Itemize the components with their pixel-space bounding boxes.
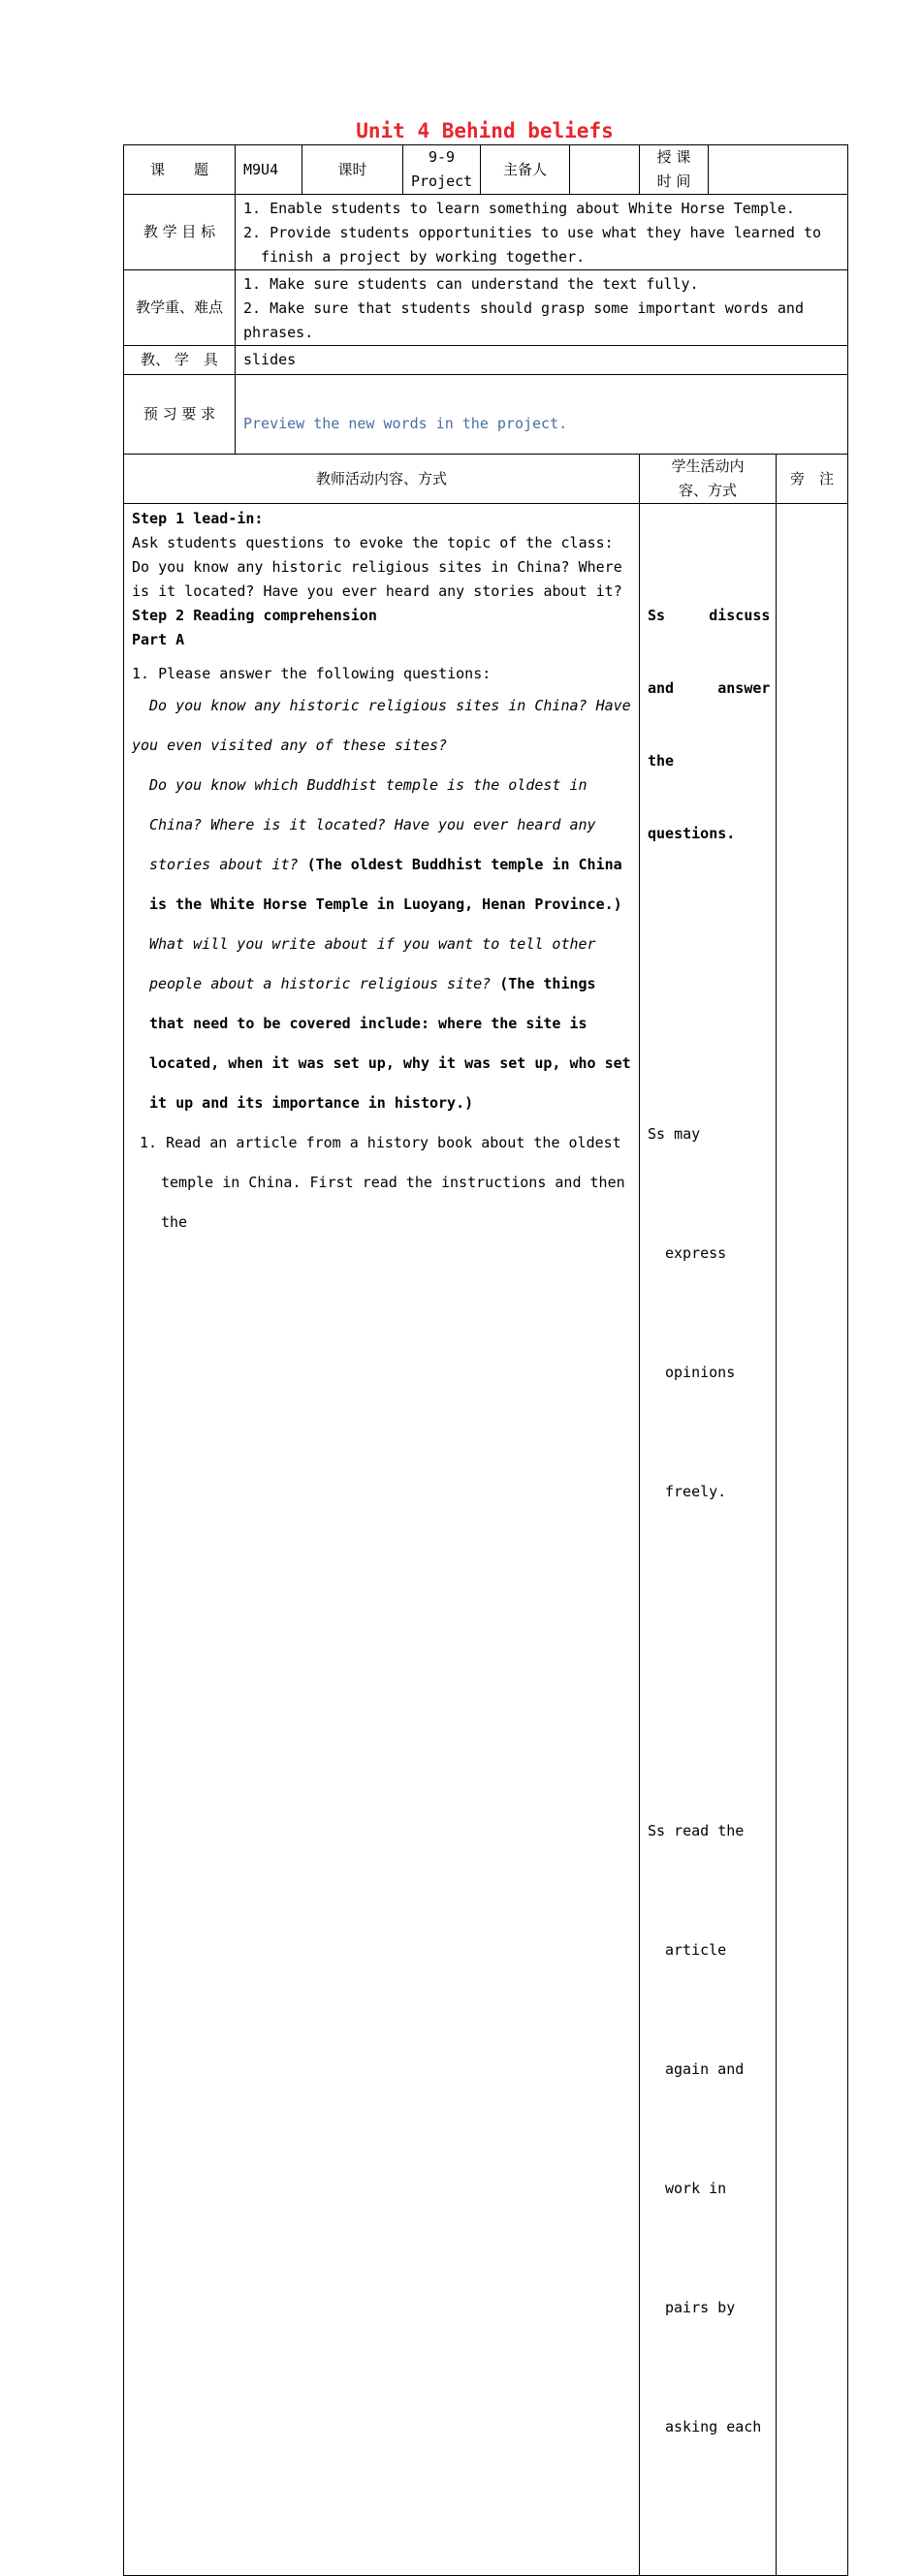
- preview-row: [124, 375, 848, 455]
- student-line: pairs by: [665, 2299, 736, 2316]
- objectives-row: [124, 195, 848, 270]
- student-activity-1: [648, 555, 771, 895]
- student-activity-3: [648, 1732, 768, 2527]
- teacher-activity-header: 教师活动内容、方式: [124, 455, 640, 504]
- period-label: 课时: [302, 145, 403, 195]
- student-line: express: [665, 1244, 727, 1262]
- step1-instruction: Ask students questions to evoke the topic of the class:: [132, 534, 614, 551]
- key-points-row: [124, 270, 848, 346]
- tools-row: [124, 346, 848, 375]
- activity-header-row: [124, 455, 848, 504]
- key-point-2: 2. Make sure that students should grasp some important words and phrases.: [243, 299, 804, 341]
- question-2-answer: (The oldest Buddhist temple in China is the White Horse Temple in Luoyang, Henan Province.): [149, 856, 622, 913]
- objective-2: 2. Provide students opportunities to use what they have learned to finish a project by working together.: [243, 224, 822, 266]
- author-label: 主备人: [481, 145, 570, 195]
- preview-label: 预 习 要 求: [124, 375, 236, 455]
- header-row: [124, 145, 848, 195]
- student-header-line1: 学生活动内: [671, 457, 745, 475]
- student-activity-2: [648, 1035, 768, 1591]
- activity-content-row: [124, 504, 848, 2576]
- topic-label: 课 题: [124, 145, 236, 195]
- step1-heading: Step 1 lead-in:: [132, 510, 264, 527]
- student-header-line2: 容、方式: [678, 482, 737, 499]
- student-line: questions.: [648, 825, 736, 842]
- page-title: Unit 4 Behind beliefs: [356, 119, 614, 142]
- time-value: [709, 145, 848, 195]
- time-label-line1: 授 课: [656, 148, 691, 166]
- student-line: work in: [665, 2180, 727, 2197]
- notes-content: [777, 504, 848, 2576]
- notes-header: 旁 注: [777, 455, 848, 504]
- teacher-activity-content: [124, 504, 640, 2576]
- topic-value: M9U4: [236, 145, 302, 195]
- period-type: Project: [411, 173, 473, 190]
- lesson-plan-table: [123, 144, 848, 2576]
- time-label-line2: 时 间: [656, 173, 691, 190]
- questions-intro: 1. Please answer the following questions:: [132, 665, 492, 682]
- period-number: 9-9: [428, 148, 456, 166]
- question-3: What will you write about if you want to tell other people about a historic religious site?: [149, 935, 596, 992]
- key-point-1: 1. Make sure students can understand the text fully.: [243, 275, 699, 293]
- student-activity-header: [640, 455, 777, 504]
- question-3-block: [132, 925, 633, 1123]
- period-value: [403, 145, 481, 195]
- task-1: 1. Read an article from a history book about the oldest temple in China. First read the instructions and then the: [140, 1134, 625, 1231]
- tools-label: 教、 学 具: [124, 346, 236, 375]
- part-a-heading: Part A: [132, 631, 185, 648]
- student-line: asking each: [665, 2418, 762, 2435]
- student-line: freely.: [665, 1483, 727, 1500]
- student-activity-content: [640, 504, 777, 2576]
- student-line: article: [665, 1941, 727, 1959]
- step1-questions: Do you know any historic religious sites in China? Where is it located? Have you ever heard any stories about it?: [132, 558, 622, 600]
- question-2-block: [132, 766, 633, 925]
- student-line: and answer: [648, 679, 771, 697]
- student-line: Ss read the: [648, 1822, 745, 1839]
- student-line: again and: [665, 2060, 745, 2078]
- key-points-label: 教学重、难点: [124, 270, 236, 346]
- objectives-content: [236, 195, 848, 270]
- author-value: [570, 145, 640, 195]
- student-line: opinions: [665, 1364, 736, 1381]
- question-3-answer: (The things that need to be covered include: where the site is located, when it was set up, why it was set up, who set it up and its importance in history.): [149, 975, 631, 1112]
- question-2: Do you know which Buddhist temple is the oldest in China? Where is it located? Have you ever heard any stories about it?: [149, 776, 596, 873]
- question-1: Do you know any historic religious sites in China? Have you even visited any of these sites?: [132, 697, 631, 754]
- preview-value: Preview the new words in the project.: [236, 375, 848, 455]
- objectives-label: 教 学 目 标: [124, 195, 236, 270]
- time-label: [640, 145, 709, 195]
- tools-value: slides: [236, 346, 848, 375]
- student-line: Ss discuss: [648, 607, 771, 624]
- objective-1: 1. Enable students to learn something about White Horse Temple.: [243, 200, 795, 217]
- step2-heading: Step 2 Reading comprehension: [132, 607, 377, 624]
- key-points-content: [236, 270, 848, 346]
- student-line: Ss may: [648, 1125, 701, 1143]
- student-line: the: [648, 752, 675, 770]
